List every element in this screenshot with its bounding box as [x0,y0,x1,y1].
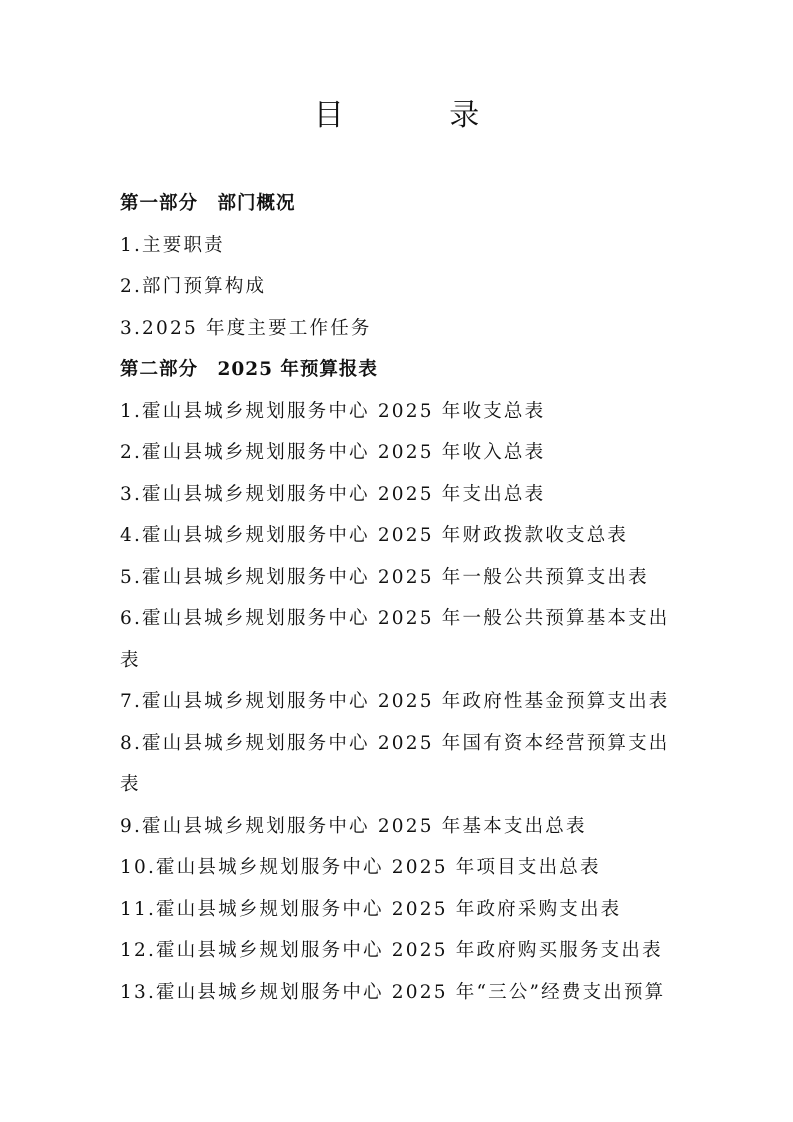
toc-entry: 5.霍山县城乡规划服务中心 2025 年一般公共预算支出表 [120,566,649,588]
toc-entry: 1.霍山县城乡规划服务中心 2025 年收支总表 [120,400,546,422]
toc-entry-continuation: 表 [120,649,141,671]
toc-entry: 11.霍山县城乡规划服务中心 2025 年政府采购支出表 [120,898,622,920]
toc-entry: 12.霍山县城乡规划服务中心 2025 年政府购买服务支出表 [120,940,663,961]
toc-entry: 2.霍山县城乡规划服务中心 2025 年收入总表 [120,442,546,463]
toc-entry: 3.2025 年度主要工作任务 [120,317,372,339]
toc-part-heading: 第一部分 部门概况 [120,193,296,214]
toc-entry-continuation: 表 [120,774,141,795]
toc-part-heading: 第二部分 2025 年预算报表 [120,359,378,380]
toc-entry: 6.霍山县城乡规划服务中心 2025 年一般公共预算基本支出 [120,608,670,629]
toc-entry: 7.霍山县城乡规划服务中心 2025 年政府性基金预算支出表 [120,691,670,712]
page-title: 目 录 [313,98,528,133]
toc-entry: 8.霍山县城乡规划服务中心 2025 年国有资本经营预算支出 [120,732,670,754]
toc-entry: 2.部门预算构成 [120,276,267,297]
toc-entry: 1.主要职责 [120,234,225,256]
toc-entry: 3.霍山县城乡规划服务中心 2025 年支出总表 [120,483,546,505]
toc-entry: 13.霍山县城乡规划服务中心 2025 年“三公”经费支出预算 [120,981,666,1003]
table-of-contents [120,183,685,1013]
toc-entry: 4.霍山县城乡规划服务中心 2025 年财政拨款收支总表 [120,525,629,546]
toc-entry: 10.霍山县城乡规划服务中心 2025 年项目支出总表 [120,857,601,878]
toc-entry: 9.霍山县城乡规划服务中心 2025 年基本支出总表 [120,815,587,837]
